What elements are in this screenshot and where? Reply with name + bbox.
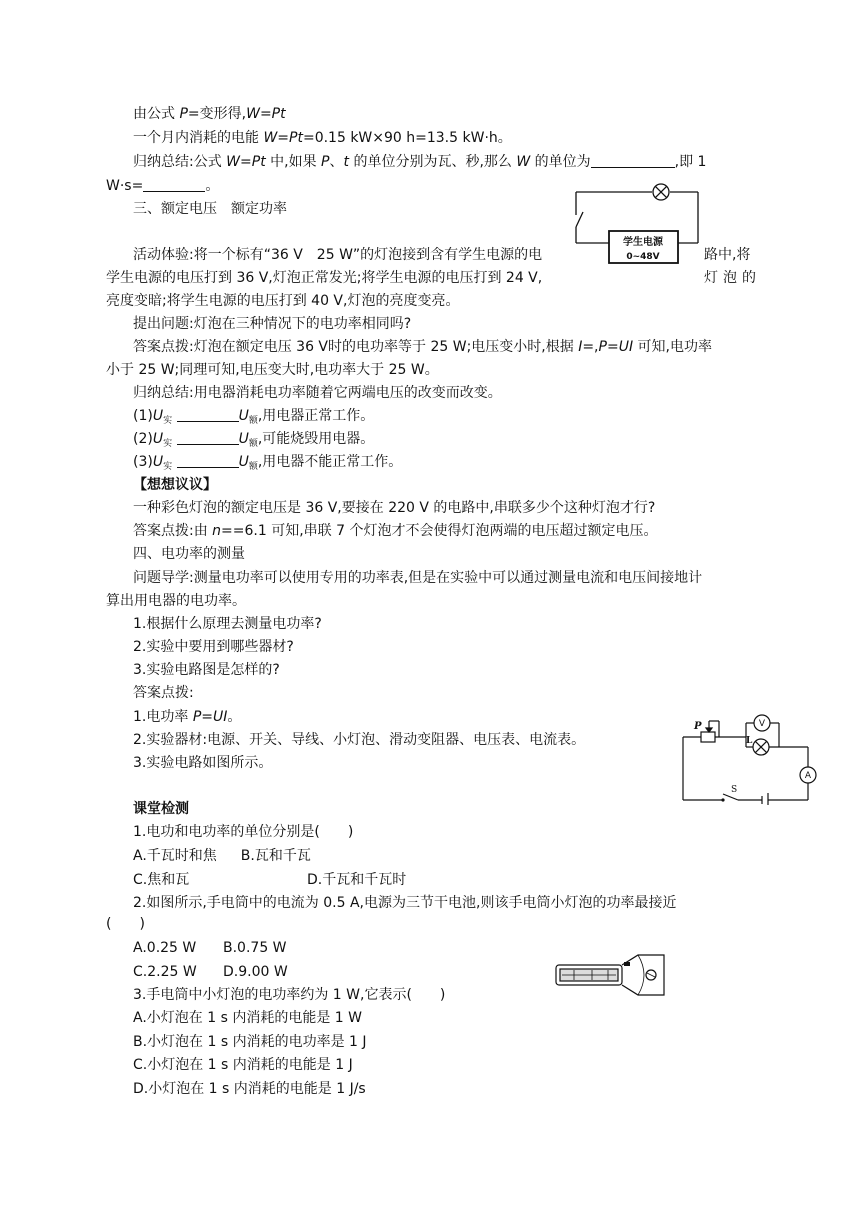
list-item: 3.实验电路如图所示。 <box>133 755 273 771</box>
text-line: 归纳总结:用电器消耗电功率随着它两端电压的改变而改变。 <box>133 385 502 401</box>
text-line: 一个月内消耗的电能 W=Pt=0.15 kW×90 h=13.5 kW·h。 <box>133 130 512 146</box>
power-supply-range: 0~48V <box>626 252 660 262</box>
answer-options: A.0.25 W B.0.75 W <box>133 940 287 956</box>
text-line: 问题导学:测量电功率可以使用专用的功率表,但是在实验中可以通过测量电流和电压间接地计 <box>133 570 703 586</box>
flashlight-figure <box>552 950 672 1000</box>
answer-blank <box>177 407 239 422</box>
answer-options: C.焦和瓦 D.千瓦和千瓦时 <box>133 872 407 888</box>
answer-option: B.小灯泡在 1 s 内消耗的电功率是 1 J <box>133 1034 367 1050</box>
text-line: $(1)U_实$ $U_额$,用电器正常工作。 <box>133 408 375 426</box>
text-line: 学生电源的电压打到 36 V,灯泡正常发光;将学生电源的电压打到 24 V, <box>106 270 543 286</box>
section-heading: 【想想议议】 <box>133 477 217 493</box>
list-item: 3.实验电路图是怎样的? <box>133 662 280 678</box>
list-item: 2.实验器材:电源、开关、导线、小灯泡、滑动变阻器、电压表、电流表。 <box>133 732 586 748</box>
text-line: 提出问题:灯泡在三种情况下的电功率相同吗? <box>133 316 412 332</box>
rheostat-label: P <box>694 721 702 732</box>
answer-blank <box>177 453 239 468</box>
text-line: W·s= 。 <box>106 178 220 194</box>
question: 3.手电筒中小灯泡的电功率约为 1 W,它表示( ) <box>133 987 446 1003</box>
question: 1.电功和电功率的单位分别是( ) <box>133 824 354 840</box>
text-line: ( ) <box>106 916 145 932</box>
answer-options: A.千瓦时和焦 B.瓦和千瓦 <box>133 848 311 864</box>
section-heading: 课堂检测 <box>133 801 189 817</box>
answer-blank <box>591 153 675 168</box>
text-line: 亮度变暗;将学生电源的电压打到 40 V,灯泡的亮度变亮。 <box>106 293 460 309</box>
power-supply-label: 学生电源 <box>623 237 663 248</box>
list-item: 2.实验中要用到哪些器材? <box>133 639 294 655</box>
answer-blank <box>143 177 205 192</box>
answer-option: D.小灯泡在 1 s 内消耗的电能是 1 J/s <box>133 1081 366 1097</box>
text-line: $(2)U_实$ $U_额$,可能烧毁用电器。 <box>133 431 375 449</box>
answer-blank <box>177 430 239 445</box>
ammeter-label: A <box>804 771 812 781</box>
text-line: $(3)U_实$ $U_额$,用电器不能正常工作。 <box>133 454 403 472</box>
section-heading: 四、电功率的测量 <box>133 546 245 562</box>
question: 2.如图所示,手电筒中的电流为 0.5 A,电源为三节干电池,则该手电筒小灯泡的功率最接近 <box>133 895 677 911</box>
text-line: 算出用电器的电功率。 <box>106 593 246 609</box>
answer-option: C.小灯泡在 1 s 内消耗的电能是 1 J <box>133 1057 353 1073</box>
text-line: 活动体验:将一个标有“36 V 25 W”的灯泡接到含有学生电源的电 <box>133 247 543 263</box>
switch-label: S <box>731 785 738 795</box>
text-line: 归纳总结:公式 W=Pt 中,如果 P、t 的单位分别为瓦、秒,那么 W 的单位为 ,即 1 <box>133 154 707 170</box>
section-heading: 三、额定电压 额定功率 <box>133 201 287 217</box>
voltmeter-label: V <box>758 719 766 729</box>
answer-options: C.2.25 W D.9.00 W <box>133 964 288 980</box>
measurement-circuit-figure <box>676 713 822 805</box>
text-line: 由公式 P=变形得,W=Pt <box>133 106 286 122</box>
list-item: 1.根据什么原理去测量电功率? <box>133 616 322 632</box>
text-line: 答案点拨:灯泡在额定电压 36 V时的电功率等于 25 W;电压变小时,根据 I=,P=UI 可知,电功率 <box>133 339 712 355</box>
text-line: 一种彩色灯泡的额定电压是 36 V,要接在 220 V 的电路中,串联多少个这种灯泡才行? <box>133 500 656 516</box>
lamp-label: L <box>746 736 753 746</box>
text-line: 答案点拨: <box>133 685 194 701</box>
list-item: 1.电功率 P=UI。 <box>133 709 242 725</box>
answer-option: A.小灯泡在 1 s 内消耗的电能是 1 W <box>133 1010 362 1026</box>
text-line: 答案点拨:由 n==6.1 可知,串联 7 个灯泡才不会使得灯泡两端的电压超过额定电压。 <box>133 523 658 539</box>
text-line: 灯 泡 的 <box>704 270 756 286</box>
text-line: 小于 25 W;同理可知,电压变大时,电功率大于 25 W。 <box>106 362 439 378</box>
power-supply-circuit-figure <box>570 182 704 272</box>
text-line: 路中,将 <box>704 247 751 263</box>
